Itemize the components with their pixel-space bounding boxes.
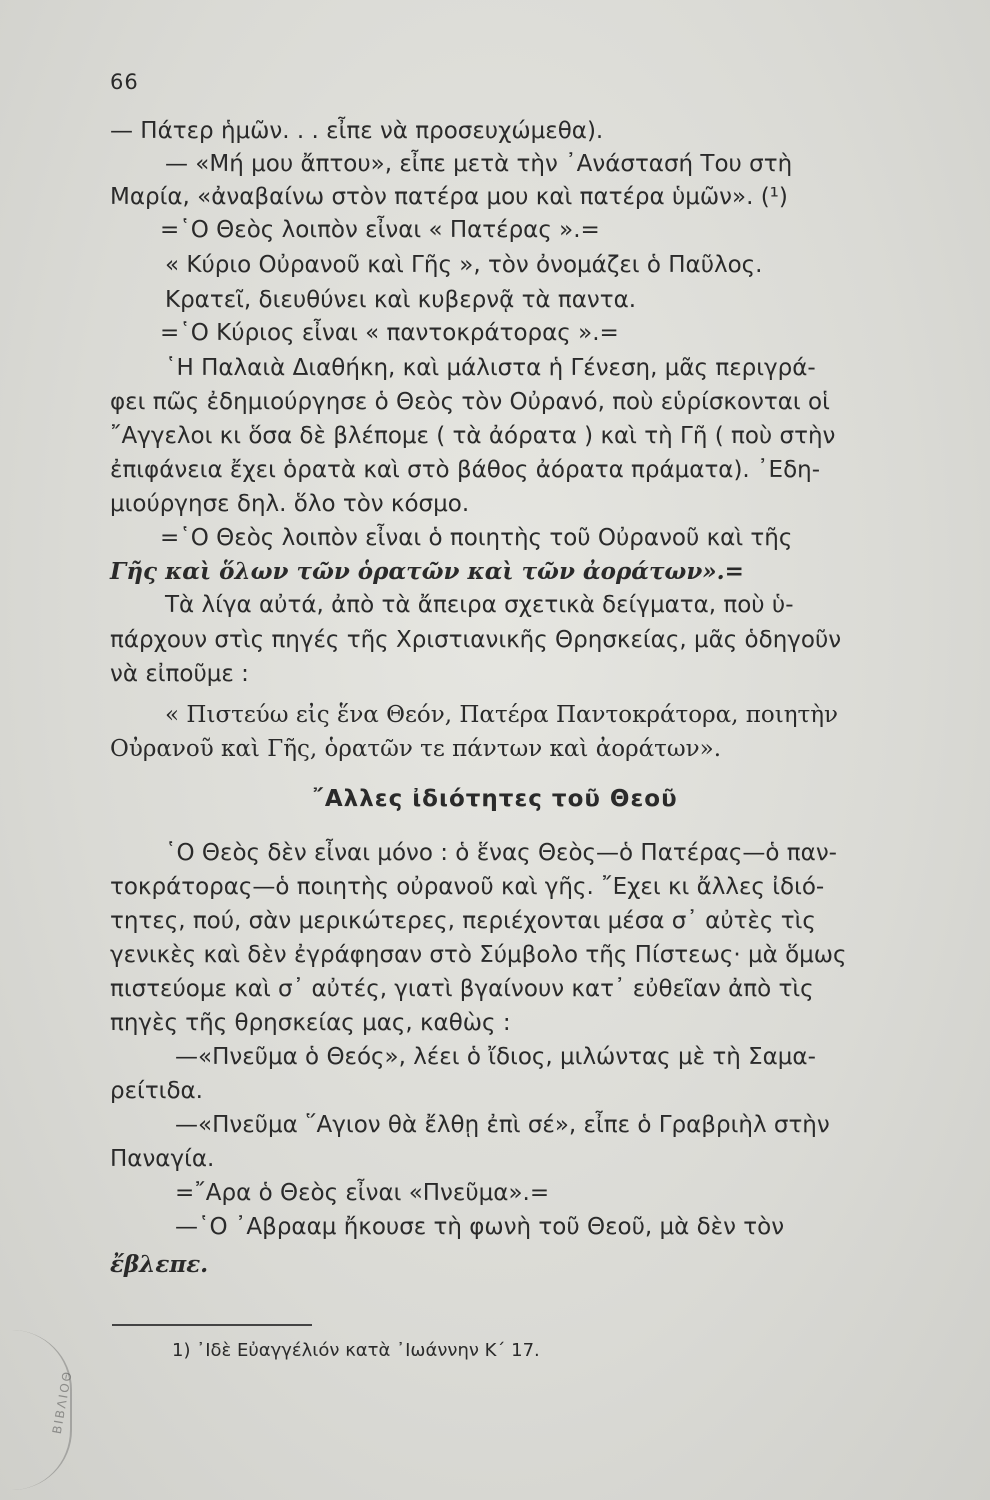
text-line: =῾Ο Θεὸς λοιπὸν εἶναι ὁ ποιητὴς τοῦ Οὐρανοῦ καὶ τῆς xyxy=(160,525,793,551)
text-line: γενικὲς καὶ δὲν ἐγράφησαν στὸ Σύμβολο τῆς Πίστεως· μὰ ὅμως xyxy=(110,942,847,968)
text-line: « Κύριο Οὐρανοῦ καὶ Γῆς », τὸν ὀνομάζει ὁ Παῦλος. xyxy=(165,252,763,278)
creed-line: Οὐρανοῦ καὶ Γῆς, ὁρατῶν τε πάντων καὶ ἀοράτων». xyxy=(110,736,722,762)
text-line: =῾Ο Κύριος εἶναι « παντοκράτορας ».= xyxy=(160,320,619,346)
text-line: ἔβλεπε. xyxy=(110,1251,209,1278)
text-line: φει πῶς ἐδημιούργησε ὁ Θεὸς τὸν Οὐρανό, ποὺ εὑρίσκονται οἱ xyxy=(110,389,830,415)
text-line: Τὰ λίγα αὐτά, ἀπὸ τὰ ἄπειρα σχετικὰ δείγματα, ποὺ ὑ- xyxy=(165,592,794,618)
text-line: ῎Αγγελοι κι ὅσα δὲ βλέπομε ( τὰ ἀόρατα ) καὶ τὴ Γῆ ( ποὺ στὴν xyxy=(110,423,836,449)
text-line: —«Πνεῦμα ῞Αγιον θὰ ἔλθῃ ἐπὶ σέ», εἶπε ὁ Γραβριὴλ στὴν xyxy=(175,1112,830,1138)
text-line: νὰ εἰποῦμε : xyxy=(110,661,249,687)
text-line: —῾Ο ᾿Αβρααμ ἤκουσε τὴ φωνὴ τοῦ Θεοῦ, μὰ δὲν τὸν xyxy=(175,1214,785,1240)
text-line: τητες, πού, σὰν μερικώτερες, περιέχονται μέσα σ᾿ αὐτὲς τὶς xyxy=(110,908,816,934)
text-line: — «Μή μου ἄπτου», εἶπε μετὰ τὴν ᾿Ανάστασή Του στὴ xyxy=(165,151,793,177)
stamp-text: ΒΙΒΛΙΟΘ xyxy=(49,1368,75,1436)
text-line: Μαρία, «ἀναβαίνω στὸν πατέρα μου καὶ πατέρα ὑμῶν». (¹) xyxy=(110,184,788,210)
text-line: πιστεύομε καὶ σ᾿ αὐτές, γιατὶ βγαίνουν κατ᾿ εὐθεῖαν ἀπὸ τὶς xyxy=(110,976,814,1002)
text-line: =῾Ο Θεὸς λοιπὸν εἶναι « Πατέρας ».= xyxy=(160,217,600,243)
footnote-rule xyxy=(112,1324,312,1326)
section-heading: ῎Αλλες ἰδιότητες τοῦ Θεοῦ xyxy=(312,786,678,812)
text-line: —«Πνεῦμα ὁ Θεός», λέει ὁ ἴδιος, μιλώντας μὲ τὴ Σαμα- xyxy=(175,1044,816,1070)
text-line: ρείτιδα. xyxy=(110,1078,203,1104)
text-line: ἐπιφάνεια ἔχει ὁρατὰ καὶ στὸ βάθος ἀόρατα πράματα). ᾿Εδη- xyxy=(110,457,821,483)
text-line: Γῆς καὶ ὅλων τῶν ὁρατῶν καὶ τῶν ἀοράτων».= xyxy=(110,558,744,585)
text-line: =῎Αρα ὁ Θεὸς εἶναι «Πνεῦμα».= xyxy=(175,1180,550,1206)
text-line: — Πάτερ ἡμῶν. . . εἶπε νὰ προσευχώμεθα). xyxy=(110,118,604,144)
text-line: μιούργησε δηλ. ὅλο τὸν κόσμο. xyxy=(110,491,470,517)
creed-line: « Πιστεύω εἰς ἕνα Θεόν, Πατέρα Παντοκράτορα, ποιητὴν xyxy=(165,702,839,728)
text-line: πηγὲς τῆς θρησκείας μας, καθὼς : xyxy=(110,1010,511,1036)
text-line: Παναγία. xyxy=(110,1146,215,1172)
page-number: 66 xyxy=(110,70,139,94)
text-line: Κρατεῖ, διευθύνει καὶ κυβερνᾷ τὰ παντα. xyxy=(165,287,637,313)
footnote: 1) ᾿Ιδὲ Εὐαγγέλιόν κατὰ ᾿Ιωάννην Κ΄ 17. xyxy=(172,1340,540,1361)
text-line: ῾Ο Θεὸς δὲν εἶναι μόνο : ὁ ἕνας Θεὸς—ὁ Πατέρας—ὁ παν- xyxy=(165,840,837,866)
text-line: τοκράτορας—ὁ ποιητὴς οὐρανοῦ καὶ γῆς. ῎Εχει κι ἄλλες ἰδιό- xyxy=(110,874,825,900)
text-line: πάρχουν στὶς πηγές τῆς Χριστιανικῆς Θρησκείας, μᾶς ὁδηγοῦν xyxy=(110,627,842,653)
text-line: ῾Η Παλαιὰ Διαθήκη, καὶ μάλιστα ἡ Γένεση, μᾶς περιγρά- xyxy=(165,355,816,381)
